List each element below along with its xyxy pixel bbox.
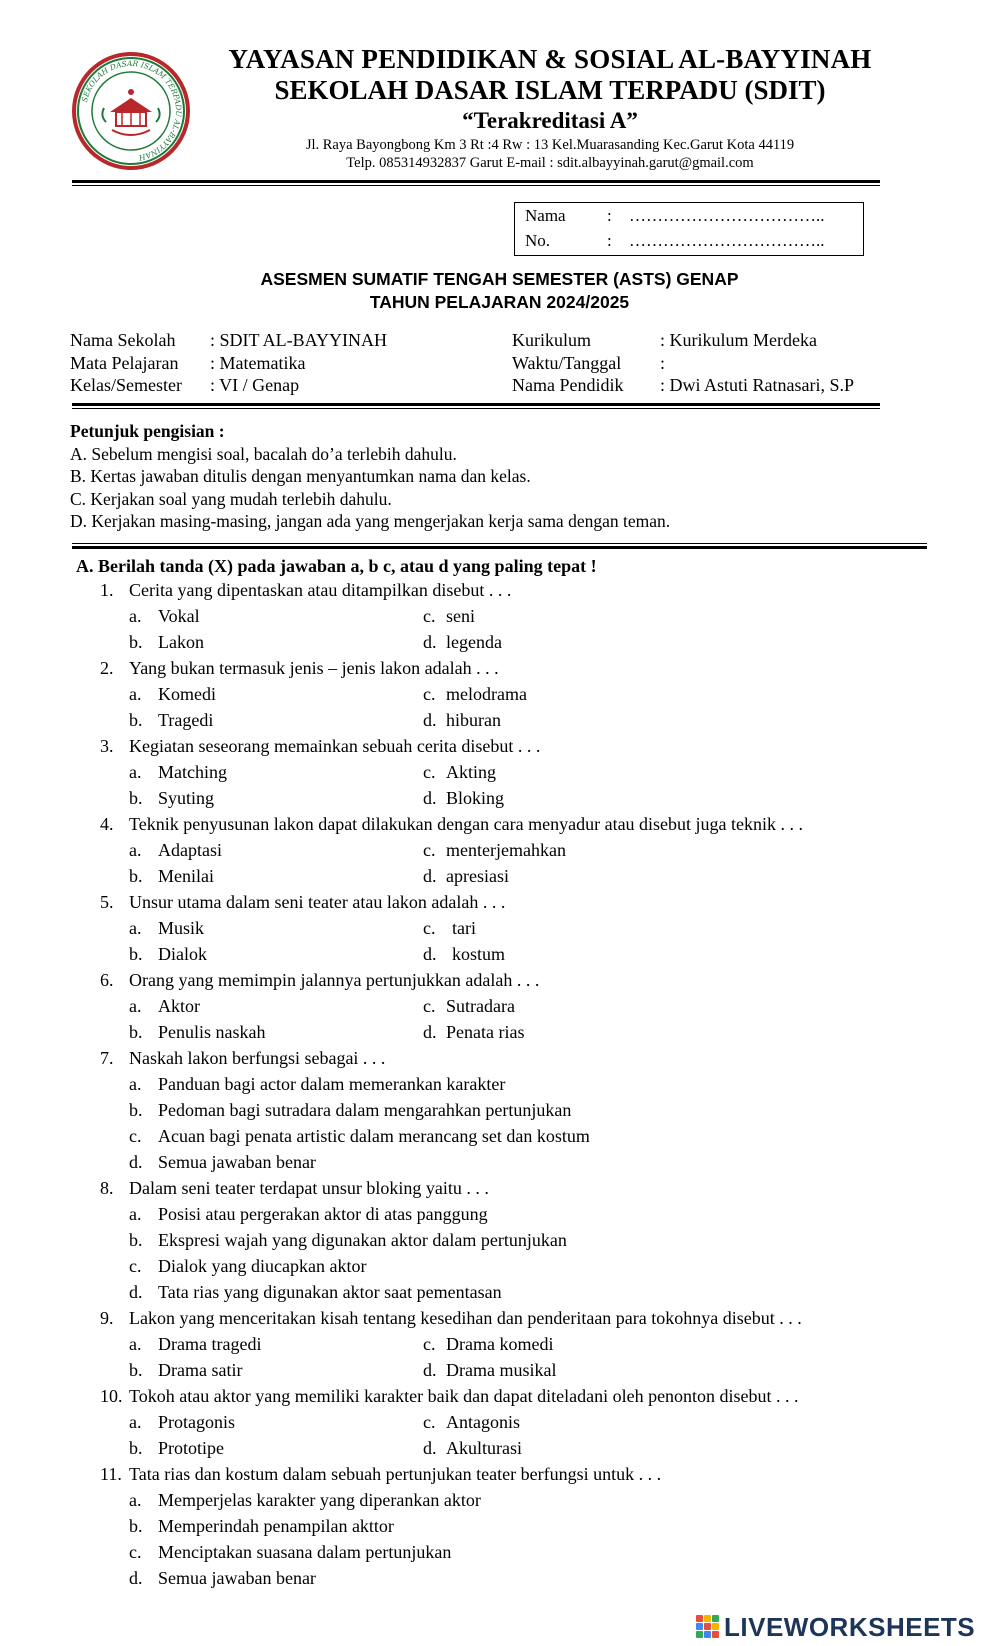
foundation-name: YAYASAN PENDIDIKAN & SOSIAL AL-BAYYINAH xyxy=(228,44,872,74)
option-text: kostum xyxy=(452,944,506,964)
option-letter: d. xyxy=(423,632,437,652)
info-label: Kurikulum xyxy=(512,330,591,350)
answer-option[interactable] xyxy=(129,917,205,939)
answer-option[interactable] xyxy=(129,995,200,1017)
answer-option[interactable] xyxy=(129,1489,481,1511)
question-text: Tata rias dan kostum dalam sebuah pertunjukan teater berfungsi untuk . . . xyxy=(129,1464,662,1484)
answer-option[interactable] xyxy=(129,1099,572,1121)
answer-option[interactable] xyxy=(423,865,509,887)
option-letter: d. xyxy=(423,944,437,964)
option-letter: d. xyxy=(423,866,437,886)
option-letter: b. xyxy=(129,1100,143,1120)
answer-option[interactable] xyxy=(423,709,501,731)
option-text: Posisi atau pergerakan aktor di atas panggung xyxy=(158,1204,488,1224)
question-number: 8. xyxy=(100,1178,114,1198)
answer-option[interactable] xyxy=(129,943,207,965)
name-field[interactable]: …………………………….. xyxy=(629,206,825,225)
student-name-box xyxy=(514,202,864,256)
option-letter: b. xyxy=(129,944,143,964)
info-label: Nama Pendidik xyxy=(512,375,624,395)
instruction-item: C. Kerjakan soal yang mudah terlebih dahulu. xyxy=(70,488,392,509)
option-text: Memperjelas karakter yang diperankan aktor xyxy=(158,1490,481,1510)
option-text: Musik xyxy=(158,918,205,938)
section-a-title: A. Berilah tanda (X) pada jawaban a, b c, atau d yang paling tepat ! xyxy=(76,556,597,576)
info-value: : xyxy=(660,352,666,373)
option-text: Dialok yang diucapkan aktor xyxy=(158,1256,367,1276)
option-text: Komedi xyxy=(158,684,216,704)
info-divider-thin xyxy=(72,408,880,409)
answer-option[interactable] xyxy=(129,683,216,705)
option-letter: a. xyxy=(129,840,142,860)
school-logo xyxy=(70,50,192,172)
question-number: 2. xyxy=(100,658,114,678)
option-letter: d. xyxy=(423,788,437,808)
option-letter: c. xyxy=(423,606,436,626)
option-letter: b. xyxy=(129,710,143,730)
answer-option[interactable] xyxy=(423,917,476,939)
option-text: Adaptasi xyxy=(158,840,222,860)
option-text: melodrama xyxy=(446,684,527,704)
option-letter: d. xyxy=(423,1438,437,1458)
question-text: Teknik penyusunan lakon dapat dilakukan dengan cara menyadur atau disebut juga teknik . . . xyxy=(129,814,804,834)
option-letter: b. xyxy=(129,866,143,886)
answer-option[interactable] xyxy=(129,1073,506,1095)
question-number: 6. xyxy=(100,970,114,990)
answer-option[interactable] xyxy=(129,1021,266,1043)
answer-option[interactable] xyxy=(423,1437,522,1459)
answer-option[interactable] xyxy=(423,683,527,705)
question-text: Naskah lakon berfungsi sebagai . . . xyxy=(129,1048,386,1068)
answer-option[interactable] xyxy=(423,1021,525,1043)
option-letter: b. xyxy=(129,1022,143,1042)
option-letter: c. xyxy=(129,1256,142,1276)
info-right xyxy=(512,329,854,397)
header-divider-thin xyxy=(72,185,880,186)
option-text: seni xyxy=(446,606,475,626)
option-text: Lakon xyxy=(158,632,204,652)
option-text: Penata rias xyxy=(446,1022,525,1042)
info-label: Nama Sekolah xyxy=(70,330,176,350)
option-text: Memperindah penampilan akttor xyxy=(158,1516,394,1536)
option-letter: a. xyxy=(129,606,142,626)
logo-text: SEKOLAH DASAR ISLAM TERPADU AL-BAYYINAH xyxy=(79,58,184,163)
answer-option[interactable] xyxy=(129,865,214,887)
question-number: 7. xyxy=(100,1048,114,1068)
option-letter: c. xyxy=(423,684,436,704)
instruction-item: D. Kerjakan masing-masing, jangan ada yang mengerjakan kerja sama dengan teman. xyxy=(70,511,671,531)
answer-option[interactable] xyxy=(129,787,215,809)
option-letter: a. xyxy=(129,918,142,938)
answer-option[interactable] xyxy=(129,761,227,783)
info-value: : SDIT AL-BAYYINAH xyxy=(210,330,388,350)
answer-option[interactable] xyxy=(129,1203,488,1225)
answer-option[interactable] xyxy=(129,1151,316,1173)
instruction-item: B. Kertas jawaban ditulis dengan menyantumkan nama dan kelas. xyxy=(70,466,531,486)
answer-option[interactable] xyxy=(423,1333,554,1355)
section-divider xyxy=(72,546,927,549)
name-label: Nama xyxy=(525,206,566,225)
info-value: : Dwi Astuti Ratnasari, S.P xyxy=(660,375,855,395)
option-letter: b. xyxy=(129,1230,143,1250)
instructions xyxy=(70,420,670,533)
question-number: 4. xyxy=(100,814,114,834)
option-letter: d. xyxy=(423,710,437,730)
answer-option[interactable] xyxy=(423,631,502,653)
option-text: Syuting xyxy=(158,788,215,808)
answer-option[interactable] xyxy=(129,1437,224,1459)
question-text: Yang bukan termasuk jenis – jenis lakon adalah . . . xyxy=(129,658,499,678)
option-text: Tata rias yang digunakan aktor saat pementasan xyxy=(158,1282,502,1302)
info-label: Mata Pelajaran xyxy=(70,352,179,373)
school-contact: Telp. 085314932837 Garut E-mail : sdit.albayyinah.garut@gmail.com xyxy=(346,155,754,171)
question-text: Lakon yang menceritakan kisah tentang kesedihan dan penderitaan para tokohnya disebut . . . xyxy=(129,1308,802,1328)
option-letter: c. xyxy=(423,762,436,782)
option-text: menterjemahkan xyxy=(446,840,566,860)
option-text: Panduan bagi actor dalam memerankan karakter xyxy=(158,1074,506,1094)
answer-option[interactable] xyxy=(129,605,200,627)
option-letter: c. xyxy=(423,996,436,1016)
school-name: SEKOLAH DASAR ISLAM TERPADU (SDIT) xyxy=(274,75,826,105)
option-letter: b. xyxy=(129,632,143,652)
question-text: Unsur utama dalam seni teater atau lakon adalah . . . xyxy=(129,892,506,912)
info-label: Kelas/Semester xyxy=(70,375,182,395)
option-text: Protagonis xyxy=(158,1412,236,1432)
letterhead xyxy=(200,44,900,172)
header-divider xyxy=(72,180,880,183)
option-text: Drama musikal xyxy=(446,1360,557,1380)
option-letter: d. xyxy=(423,1022,437,1042)
instructions-title: Petunjuk pengisian : xyxy=(70,421,225,441)
answer-option[interactable] xyxy=(423,787,505,809)
option-text: Akting xyxy=(446,762,497,782)
option-letter: b. xyxy=(129,1360,143,1380)
option-text: Drama tragedi xyxy=(158,1334,262,1354)
info-value: : Matematika xyxy=(210,352,306,373)
instruction-item: A. Sebelum mengisi soal, bacalah do’a terlebih dahulu. xyxy=(70,443,457,464)
option-text: Vokal xyxy=(158,606,200,626)
answer-option[interactable] xyxy=(129,1541,452,1563)
number-label: No. xyxy=(525,231,551,250)
info-value: : VI / Genap xyxy=(210,375,300,395)
info-value: : Kurikulum Merdeka xyxy=(660,330,817,350)
answer-option[interactable] xyxy=(423,1359,557,1381)
option-letter: a. xyxy=(129,996,142,1016)
option-text: apresiasi xyxy=(446,866,509,886)
option-letter: c. xyxy=(423,918,436,938)
option-letter: a. xyxy=(129,1204,142,1224)
option-letter: c. xyxy=(423,1412,436,1432)
watermark-text: LIVEWORKSHEETS xyxy=(724,1611,976,1642)
option-text: tari xyxy=(452,918,476,938)
option-text: Drama satir xyxy=(158,1360,243,1380)
option-letter: b. xyxy=(129,1516,143,1536)
answer-option[interactable] xyxy=(129,1567,316,1589)
option-text: Ekspresi wajah yang digunakan aktor dalam pertunjukan xyxy=(158,1230,567,1250)
liveworksheets-watermark xyxy=(696,1612,975,1642)
option-text: hiburan xyxy=(446,710,501,730)
accreditation: “Terakreditasi A” xyxy=(462,108,638,133)
answer-option[interactable] xyxy=(129,1255,367,1277)
section-divider-thin xyxy=(72,543,927,544)
option-text: Pedoman bagi sutradara dalam mengarahkan pertunjukan xyxy=(158,1100,572,1120)
answer-option[interactable] xyxy=(129,631,204,653)
option-letter: b. xyxy=(129,788,143,808)
answer-option[interactable] xyxy=(423,943,506,965)
option-text: Bloking xyxy=(446,788,505,808)
question-number: 5. xyxy=(100,892,114,912)
question-number: 9. xyxy=(100,1308,114,1328)
option-letter: a. xyxy=(129,1490,142,1510)
number-field[interactable]: …………………………….. xyxy=(629,231,825,250)
answer-option[interactable] xyxy=(423,761,497,783)
option-text: Sutradara xyxy=(446,996,515,1016)
option-text: Menciptakan suasana dalam pertunjukan xyxy=(158,1542,452,1562)
option-text: Drama komedi xyxy=(446,1334,554,1354)
question-text: Tokoh atau aktor yang memiliki karakter baik dan dapat diteladani oleh penonton disebut . . . xyxy=(129,1386,799,1406)
option-text: legenda xyxy=(446,632,502,652)
answer-option[interactable] xyxy=(129,1333,262,1355)
option-text: Menilai xyxy=(158,866,214,886)
option-letter: d. xyxy=(129,1568,143,1588)
question-number: 1. xyxy=(100,580,114,600)
option-text: Tragedi xyxy=(158,710,214,730)
question-text: Cerita yang dipentaskan atau ditampilkan disebut . . . xyxy=(129,580,512,600)
number-row[interactable]: No. : …………………………….. xyxy=(525,229,825,253)
option-text: Aktor xyxy=(158,996,200,1016)
question-number: 10. xyxy=(100,1386,123,1406)
answer-option[interactable] xyxy=(129,1359,243,1381)
answer-option[interactable] xyxy=(423,839,566,861)
question-text: Orang yang memimpin jalannya pertunjukkan adalah . . . xyxy=(129,970,540,990)
option-letter: d. xyxy=(423,1360,437,1380)
liveworksheets-logo-icon xyxy=(696,1615,720,1639)
option-letter: d. xyxy=(129,1282,143,1302)
option-letter: a. xyxy=(129,1334,142,1354)
answer-option[interactable] xyxy=(129,1411,236,1433)
exam-title: ASESMEN SUMATIF TENGAH SEMESTER (ASTS) GENAP xyxy=(260,269,739,289)
option-letter: c. xyxy=(423,840,436,860)
option-letter: c. xyxy=(423,1334,436,1354)
academic-year: TAHUN PELAJARAN 2024/2025 xyxy=(369,292,630,312)
question-text: Kegiatan seseorang memainkan sebuah cerita disebut . . . xyxy=(129,736,541,756)
option-text: Matching xyxy=(158,762,227,782)
school-address: Jl. Raya Bayongbong Km 3 Rt :4 Rw : 13 Kel.Muarasanding Kec.Garut Kota 44119 xyxy=(305,137,795,153)
info-label: Waktu/Tanggal xyxy=(512,352,622,373)
option-letter: a. xyxy=(129,684,142,704)
option-text: Prototipe xyxy=(158,1438,224,1458)
question-number: 3. xyxy=(100,736,114,756)
answer-option[interactable] xyxy=(129,1125,590,1147)
answer-option[interactable] xyxy=(129,1229,567,1251)
answer-option[interactable] xyxy=(423,1411,520,1433)
answer-option[interactable] xyxy=(423,605,475,627)
option-text: Antagonis xyxy=(446,1412,520,1432)
option-letter: a. xyxy=(129,1074,142,1094)
question-number: 11. xyxy=(100,1464,122,1484)
option-letter: b. xyxy=(129,1438,143,1458)
option-letter: c. xyxy=(129,1126,142,1146)
answer-option[interactable] xyxy=(129,839,222,861)
option-letter: a. xyxy=(129,1412,142,1432)
info-left xyxy=(70,329,387,397)
answer-option[interactable] xyxy=(129,1515,394,1537)
option-text: Semua jawaban benar xyxy=(158,1152,316,1172)
info-divider xyxy=(72,403,880,406)
answer-option[interactable] xyxy=(423,995,515,1017)
name-row[interactable]: Nama : …………………………….. xyxy=(525,204,825,228)
option-text: Semua jawaban benar xyxy=(158,1568,316,1588)
option-letter: d. xyxy=(129,1152,143,1172)
answer-option[interactable] xyxy=(129,709,214,731)
question-text: Dalam seni teater terdapat unsur bloking yaitu . . . xyxy=(129,1178,489,1198)
option-text: Akulturasi xyxy=(446,1438,522,1458)
option-text: Penulis naskah xyxy=(158,1022,266,1042)
option-text: Dialok xyxy=(158,944,207,964)
answer-option[interactable] xyxy=(129,1281,502,1303)
option-letter: c. xyxy=(129,1542,142,1562)
option-text: Acuan bagi penata artistic dalam merancang set dan kostum xyxy=(158,1126,590,1146)
option-letter: a. xyxy=(129,762,142,782)
